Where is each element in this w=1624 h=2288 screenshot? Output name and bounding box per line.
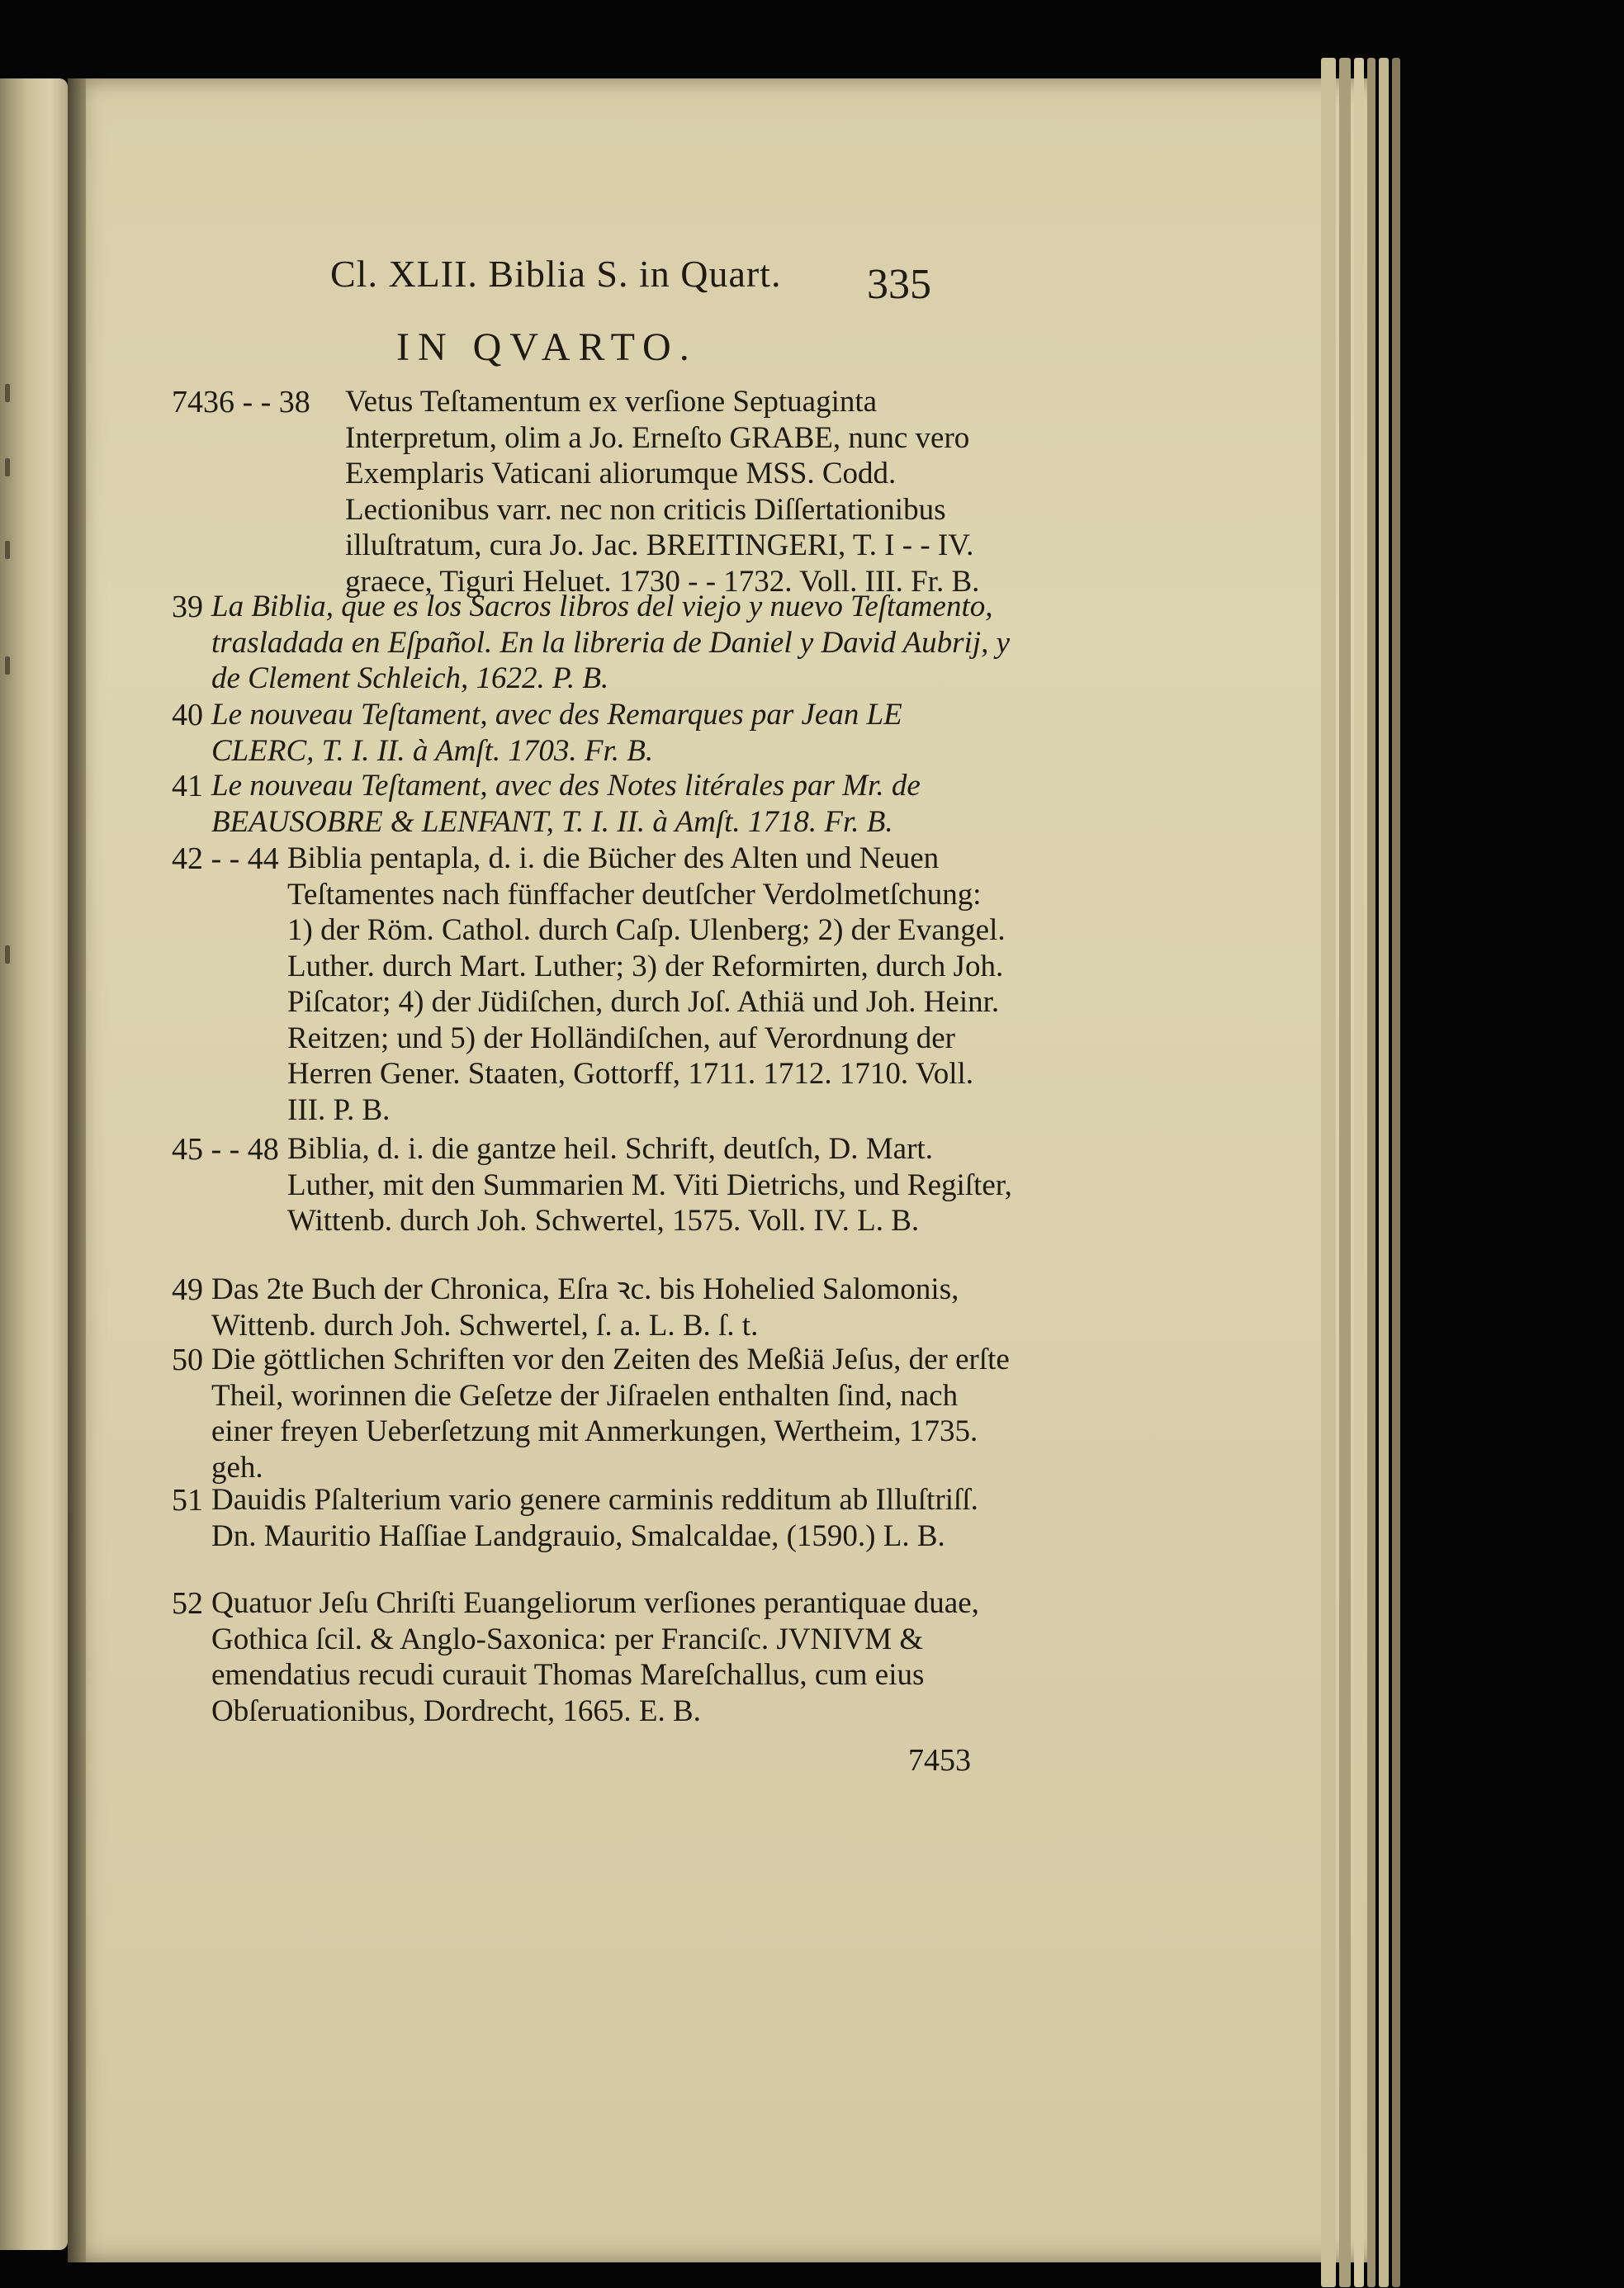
entry-body: Dauidis Pſalterium vario genere carminis redditum ab Illuſtriſſ. Dn. Mauritio Haſſiae Landgrauio, Smalcaldae, (1590.) L. B. (211, 1483, 978, 1553)
entry-body: Die göttlichen Schriften vor den Zeiten des Meßiä Jeſus, der erſte Theil, worinnen die Geſetze der Jiſraelen enthalten ſind, nach einer freyen Ueberſetzung mit Anmerkungen, Wertheim, 1735. geh. (211, 1343, 1010, 1485)
section-title: IN QVARTO. (396, 325, 698, 369)
entry-number: 39 (172, 590, 203, 624)
entry-body: Quatuor Jeſu Chriſti Euangeliorum verſiones perantiquae duae, Gothica ſcil. & Anglo-Saxonica: per Franciſc. JVNIVM & emendatius recudi curauit Thomas Mareſchallus, cum eius Obſeruationibus, Dordrecht, 1665. E. B. (211, 1586, 979, 1728)
running-head: Cl. XLII. Biblia S. in Quart. (330, 253, 782, 295)
entry-text (211, 768, 1012, 840)
entry-text (211, 1482, 1012, 1554)
entry-body: Biblia pentapla, d. i. die Bücher des Alten und Neuen Teſtamentes nach fünffacher deutſcher Verdolmetſchung: 1) der Röm. Cathol. durch Caſp. Ulenberg; 2) der Evangel. Luther. durch Mart. Luther; 3) der Reformirten, durch Joh. Piſcator; 4) der Jüdiſchen, durch Joſ. Athiä und Joh. Heinr. Reitzen; und 5) der Holländiſchen, auf Verordnung der Herren Gener. Staaten, Gottorff, 1711. 1712. 1710. Voll. III. P. B. (287, 841, 1006, 1127)
entry-number: 50 (172, 1343, 203, 1377)
entry-number: 40 (172, 698, 203, 732)
entry-text (287, 841, 1012, 1128)
entry-number: 51 (172, 1483, 203, 1518)
entry-number: 45 - - 48 (172, 1132, 279, 1167)
page-number: 335 (867, 261, 931, 308)
entry-number: 49 (172, 1272, 203, 1307)
entry-number: 42 - - 44 (172, 841, 279, 876)
entry-number: 7436 - - 38 (172, 385, 310, 419)
entry-text (211, 1342, 1012, 1485)
entry-text (211, 1272, 1012, 1343)
entry-body: Le nouveau Teſtament, avec des Notes litérales par Mr. de BEAUSOBRE & LENFANT, T. I. II. à Amſt. 1718. Fr. B. (211, 769, 921, 839)
entry-text (345, 384, 1012, 599)
entry-text (211, 1585, 1012, 1729)
entry-body: Vetus Teſtamentum ex verſione Septuaginta Interpretum, olim a Jo. Erneſto GRABE, nunc vero Exemplaris Vaticani aliorumque MSS. Codd. Lectionibus varr. nec non criticis Diſſertationibus illuſtratum, cura Jo. Jac. BREITINGERI, T. I - - IV. graece, Tiguri Heluet. 1730 - - 1732. Voll. III. Fr. B. (345, 385, 980, 599)
catchword: 7453 (908, 1743, 971, 1778)
entry-text (211, 697, 1012, 769)
entry-body: La Biblia, que es los Sacros libros del viejo y nuevo Teſtamento, trasladada en Eſpañol. En la libreria de Daniel y David Aubrij, y de Clement Schleich, 1622. P. B. (211, 590, 1011, 695)
entry-text (287, 1131, 1012, 1239)
entry-body: Le nouveau Teſtament, avec des Remarques par Jean LE CLERC, T. I. II. à Amſt. 1703. Fr. B. (211, 698, 902, 768)
entry-number: 41 (172, 769, 203, 803)
entry-body: Biblia, d. i. die gantze heil. Schrift, deutſch, D. Mart. Luther, mit den Summarien M. Viti Dietrichs, und Regiſter, Wittenb. durch Joh. Schwertel, 1575. Voll. IV. L. B. (287, 1132, 1012, 1238)
entry-body: Das 2te Buch der Chronica, Eſra ꝛc. bis Hohelied Salomonis, Wittenb. durch Joh. Schwertel, ſ. a. L. B. ſ. t. (211, 1272, 959, 1343)
entry-number: 52 (172, 1586, 203, 1621)
entry-text (211, 589, 1012, 697)
